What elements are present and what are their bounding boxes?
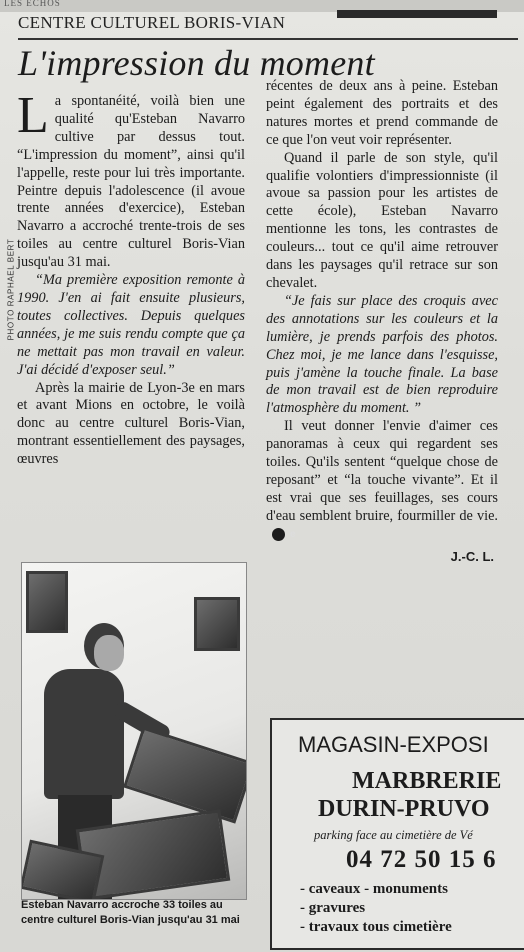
article-headline: L'impression du moment <box>18 43 375 83</box>
list-item: - gravures <box>300 900 366 916</box>
rubric-bar <box>337 10 497 18</box>
paragraph: récentes de deux ans à peine. Esteban peint également des portraits et des natures mortes et prend commande de ce que l'on veut voir représenter. <box>266 78 498 148</box>
article-column-2 <box>266 78 498 565</box>
end-mark-icon: e <box>272 528 285 541</box>
list-item: - caveaux - monuments <box>300 881 448 897</box>
person-face <box>94 635 124 671</box>
ad-services-list <box>300 880 452 937</box>
paragraph-text: Il veut donner l'envie d'aimer ces panoramas à ceux qui regardent ses toiles. Qu'ils sentent “quelque chose de reposant” et “la touche vivante”. Et il est vrai que ses feuillages, ses cours d'eau semblent bruire, fourmiller de vie. <box>266 418 498 524</box>
paragraph-text: a spontanéité, voilà bien une qualité qu'Esteban Navarro cultive par dessus tout. “L'impression du moment”, ainsi qu'il l'appelle, reste pour lui très importante. Peintre depuis l'adolescence (il avoue trente années d'exercice), Esteban Navarro a accroché trente-trois de ses toiles au centre culturel Boris-Vian jusqu'au 31 mai. <box>17 93 245 271</box>
paragraph: Après la mairie de Lyon-3e en mars et avant Mions en octobre, le voilà donc au centre culturel Boris-Vian, montrant essentiellement des paysages, œuvres <box>17 379 245 468</box>
rubric-title: CENTRE CULTUREL BORIS-VIAN <box>18 13 286 32</box>
paragraph <box>266 418 498 543</box>
drop-cap: L <box>17 87 49 144</box>
paragraph: Quand il parle de son style, qu'il qualifie volontiers d'impressionniste (il avoue sa passion pour les artistes de cette école), Esteban Navarro mentionne les tons, les contrastes de couleurs... tout ce qu'il aime retrouver dans les paysages qu'il retrace sur son chevalet. <box>266 149 498 291</box>
article-column-1 <box>17 87 245 469</box>
photo-credit: PHOTO RAPHAEL BERT <box>6 238 16 341</box>
list-item: - travaux tous cimetière <box>300 919 452 935</box>
painting-wall-right <box>194 597 240 651</box>
painting-held <box>123 726 247 823</box>
ad-title: MAGASIN-EXPOSI <box>298 732 489 757</box>
ad-phone: 04 72 50 15 6 <box>346 846 497 873</box>
ad-brand-line-1: MARBRERIE <box>352 768 502 794</box>
article-photo <box>21 562 247 900</box>
ad-tagline: parking face au cimetière de Vé <box>314 828 473 842</box>
advertisement <box>270 718 524 950</box>
person-body <box>44 669 124 799</box>
author-signature: J.-C. L. <box>450 548 494 564</box>
top-strip-text: LES ECHOS <box>4 0 61 8</box>
ad-brand-line-2: DURIN-PRUVO <box>318 796 490 822</box>
quote-paragraph: “Ma première exposition remonte à 1990. J'en ai fait ensuite plusieurs, toutes collectives. Depuis quelques années, je me suis rendu compte que ça ne mettait pas mon travail en valeur. J'ai décidé d'exposer seul.” <box>17 272 245 378</box>
photo-caption: Esteban Navarro accroche 33 toiles au centre culturel Boris-Vian jusqu'au 31 mai <box>21 899 240 926</box>
paragraph <box>17 87 245 272</box>
painting-wall-left <box>26 571 68 633</box>
rubric-rule <box>18 38 518 40</box>
quote-paragraph: “Je fais sur place des croquis avec des annotations sur les couleurs et la lumière, je prends parfois des photos. Chez moi, je me lance dans l'esquisse, puis j'amène la touche finale. La base de mon travail est de bien reproduire l'atmosphère du moment. ” <box>266 292 498 417</box>
